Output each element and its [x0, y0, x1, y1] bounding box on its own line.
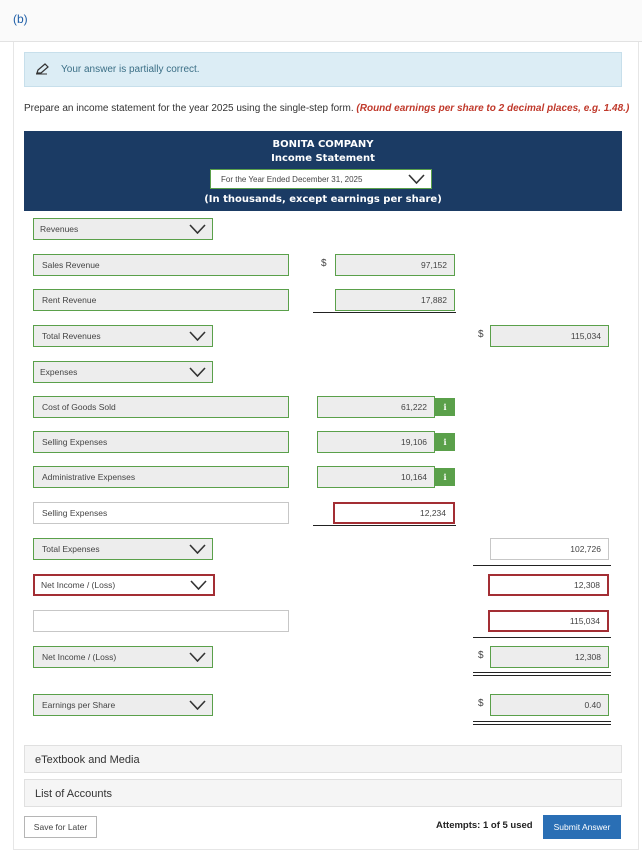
statement-units: (In thousands, except earnings per share) — [204, 194, 442, 205]
account-label: Selling Expenses — [42, 508, 108, 518]
amount-value: 12,234 — [420, 508, 446, 518]
selling-expenses-amount[interactable] — [317, 431, 435, 453]
total-revenues-select[interactable] — [33, 325, 213, 347]
blank-row-amount[interactable] — [488, 610, 609, 632]
period-value: For the Year Ended December 31, 2025 — [221, 175, 363, 184]
chevron-down-icon — [189, 700, 206, 710]
chevron-down-icon — [190, 580, 207, 590]
info-icon[interactable]: i — [435, 398, 455, 416]
instructions — [24, 103, 629, 114]
revenues-heading-select[interactable] — [33, 218, 213, 240]
amount-value: 102,726 — [570, 544, 601, 554]
instructions-main: Prepare an income statement for the year 2025 using the single-step form. — [24, 103, 354, 114]
statement-header — [24, 131, 622, 211]
selling-expenses-2-amount[interactable] — [333, 502, 455, 524]
chevron-down-icon — [408, 174, 425, 184]
select-value: Total Revenues — [42, 331, 101, 341]
total-underline — [473, 721, 611, 722]
chevron-down-icon — [189, 331, 206, 341]
select-value: Earnings per Share — [42, 700, 116, 710]
cogs-amount[interactable] — [317, 396, 435, 418]
subtotal-underline — [313, 525, 456, 526]
rounding-note: (Round earnings per share to 2 decimal places, e.g. 1.48.) — [356, 103, 630, 114]
subtotal-underline — [473, 565, 611, 566]
account-label: Selling Expenses — [42, 437, 108, 447]
rent-revenue-account[interactable] — [33, 289, 289, 311]
net-income-amount-2[interactable] — [490, 646, 609, 668]
frame-border-right — [638, 42, 639, 850]
list-of-accounts-label: List of Accounts — [35, 788, 113, 800]
net-income-select-2[interactable] — [33, 646, 213, 668]
submit-answer-button[interactable]: Submit Answer — [543, 815, 621, 839]
etextbook-panel[interactable] — [24, 745, 622, 773]
select-value: Net Income / (Loss) — [41, 580, 116, 590]
amount-value: 115,034 — [570, 331, 601, 341]
save-for-later-button[interactable]: Save for Later — [24, 816, 97, 838]
chevron-down-icon — [189, 652, 206, 662]
select-value: Total Expenses — [42, 544, 100, 554]
info-icon[interactable]: i — [435, 433, 455, 451]
account-label: Cost of Goods Sold — [42, 402, 116, 412]
amount-value: 97,152 — [421, 260, 447, 270]
total-revenues-amount[interactable] — [490, 325, 609, 347]
etextbook-label: eTextbook and Media — [35, 754, 140, 766]
rent-revenue-amount[interactable] — [335, 289, 455, 311]
company-name: BONITA COMPANY — [272, 139, 374, 150]
total-underline — [473, 675, 611, 676]
amount-value: 61,222 — [401, 402, 427, 412]
cogs-account[interactable] — [33, 396, 289, 418]
net-income-select-1[interactable] — [33, 574, 215, 596]
admin-expenses-account[interactable] — [33, 466, 289, 488]
top-bar — [0, 0, 642, 42]
account-label: Administrative Expenses — [42, 472, 136, 482]
chevron-down-icon — [189, 367, 206, 377]
attempts-counter: Attempts: 1 of 5 used — [436, 820, 533, 831]
account-label: Sales Revenue — [42, 260, 100, 270]
eps-amount[interactable] — [490, 694, 609, 716]
info-icon[interactable]: i — [435, 468, 455, 486]
amount-value: 12,308 — [575, 652, 601, 662]
currency-sign: $ — [321, 258, 327, 269]
amount-value: 17,882 — [421, 295, 447, 305]
frame-border-left — [13, 42, 14, 850]
subtotal-underline — [473, 637, 611, 638]
amount-value: 0.40 — [584, 700, 601, 710]
admin-expenses-amount[interactable] — [317, 466, 435, 488]
account-label: Rent Revenue — [42, 295, 97, 305]
frame-border-bottom — [13, 849, 639, 850]
statement-title: Income Statement — [271, 153, 375, 164]
expenses-heading-select[interactable] — [33, 361, 213, 383]
list-of-accounts-panel[interactable] — [24, 779, 622, 807]
subtotal-underline — [313, 312, 456, 313]
total-expenses-amount[interactable] — [490, 538, 609, 560]
select-value: Revenues — [40, 224, 79, 234]
sales-revenue-amount[interactable] — [335, 254, 455, 276]
total-expenses-select[interactable] — [33, 538, 213, 560]
amount-value: 19,106 — [401, 437, 427, 447]
amount-value: 115,034 — [569, 616, 600, 626]
currency-sign: $ — [478, 329, 484, 340]
selling-expenses-2-account[interactable] — [33, 502, 289, 524]
chevron-down-icon — [189, 544, 206, 554]
select-value: Expenses — [40, 367, 78, 377]
selling-expenses-account[interactable] — [33, 431, 289, 453]
sales-revenue-account[interactable] — [33, 254, 289, 276]
blank-account-input[interactable] — [33, 610, 289, 632]
chevron-down-icon — [189, 224, 206, 234]
currency-sign: $ — [478, 698, 484, 709]
pencil-icon — [35, 63, 51, 75]
amount-value: 12,308 — [574, 580, 600, 590]
total-underline — [473, 672, 611, 673]
part-label: (b) — [13, 12, 28, 26]
amount-value: 10,164 — [401, 472, 427, 482]
currency-sign: $ — [478, 650, 484, 661]
select-value: Net Income / (Loss) — [42, 652, 117, 662]
net-income-amount-1[interactable] — [488, 574, 609, 596]
period-select[interactable] — [210, 169, 432, 189]
total-underline — [473, 724, 611, 725]
notice-text: Your answer is partially correct. — [61, 64, 200, 75]
eps-select[interactable] — [33, 694, 213, 716]
